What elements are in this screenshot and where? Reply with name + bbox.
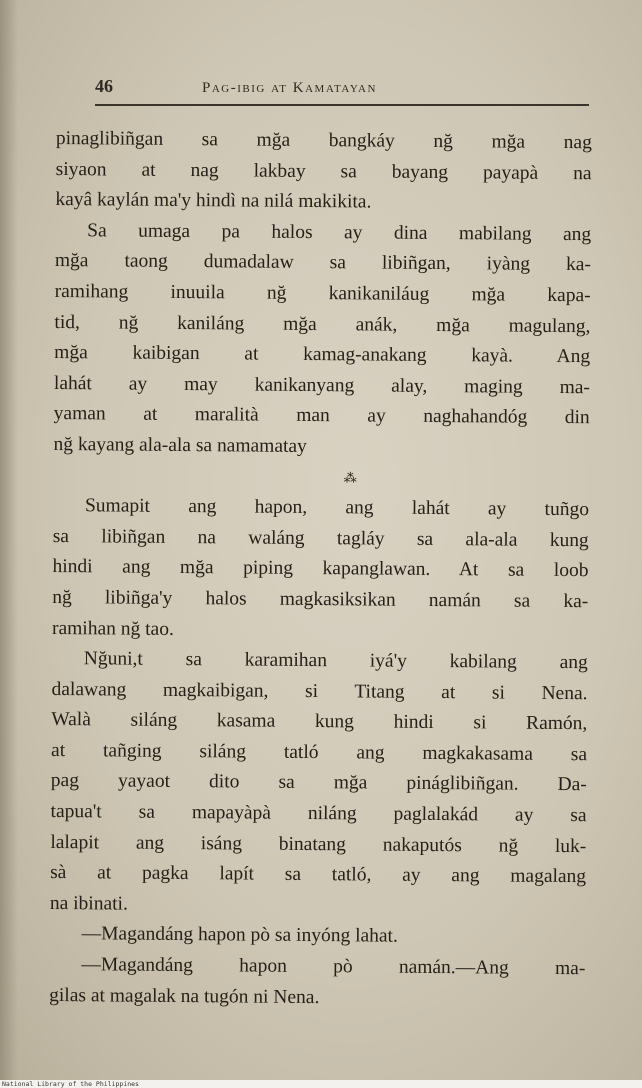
text-line: Sumapit ang hapon, ang lahát ay tuñgo — [84, 495, 590, 521]
text-line: gilas at magalak na tugón ni Nena. — [49, 984, 320, 1008]
text-line: nğ libiñga'y halos magkasiksikan namán sa ka- — [52, 586, 589, 613]
running-title: Pag-ibig at Kamatayan — [202, 80, 377, 96]
page-header — [95, 76, 587, 102]
text-line: nğ kayang ala-ala sa namamatay — [53, 433, 307, 457]
text-line: na ibinati. — [49, 892, 128, 915]
body-text — [49, 124, 592, 1015]
text-line: mğa kaibigan at kamag-anakang kayà. Ang — [54, 342, 591, 368]
section-asterism: ⁂ — [343, 469, 359, 485]
text-line: pinaglibiñgan sa mğa bangkáy nğ mğa nag — [55, 127, 592, 154]
header-rule — [95, 104, 589, 106]
text-line: —Magandáng hapon pò namán.—Ang ma- — [81, 954, 586, 980]
text-line: tapua't sa mapayàpà niláng paglalakád ay sa — [50, 801, 587, 827]
text-line: dalawang magkaibigan, si Titang at si Nena. — [51, 678, 588, 704]
text-line: ramihang inuuila nğ kanikaniláug mğa kapa- — [54, 280, 591, 307]
text-line: yaman at maralità man ay naghahandóg din — [53, 403, 590, 429]
text-line: —Magandáng hapon pò sa inyóng lahat. — [81, 923, 398, 948]
text-line: sà at pagka lapít sa tatló, ay ang magalang — [50, 862, 587, 888]
text-line: mğa taong dumadalaw sa libiñgan, iyàng ka- — [54, 250, 591, 276]
text-line: pag yayaot dito sa mğa pináglibiñgan. Da- — [50, 770, 587, 796]
text-line: ramihan nğ tao. — [51, 617, 174, 640]
library-credit: National Library of the Philippines — [2, 1080, 139, 1088]
text-line: Nğuni,t sa karamihan iyá'y kabilang ang — [83, 648, 588, 674]
text-line: hindi ang mğa piping kapanglawan. At sa loob — [52, 556, 589, 582]
text-line: tid, nğ kaniláng mğa anák, mğa magulang, — [54, 311, 591, 337]
text-line: Walà siláng kasama kung hindi si Ramón, — [51, 709, 588, 735]
text-line: at tañging siláng tatló ang magkakasama sa — [50, 739, 588, 766]
text-line: Sa umaga pa halos ay dina mabilang ang — [87, 220, 592, 245]
page-number: 46 — [95, 76, 113, 96]
text-line: siyaon at nag lakbay sa bayang payapà na — [55, 158, 592, 184]
text-line: lahát ay may kanikanyang alay, maging ma- — [53, 372, 591, 398]
text-line: sa libiñgan na waláng tagláy sa ala-ala kung — [52, 525, 589, 551]
page-edge-shadow — [0, 0, 18, 1080]
text-line: lalapit ang isáng binatang nakaputós nğ luk- — [50, 831, 587, 857]
text-line: kayâ kaylán ma'y hindì na nilá makikita. — [55, 189, 372, 213]
